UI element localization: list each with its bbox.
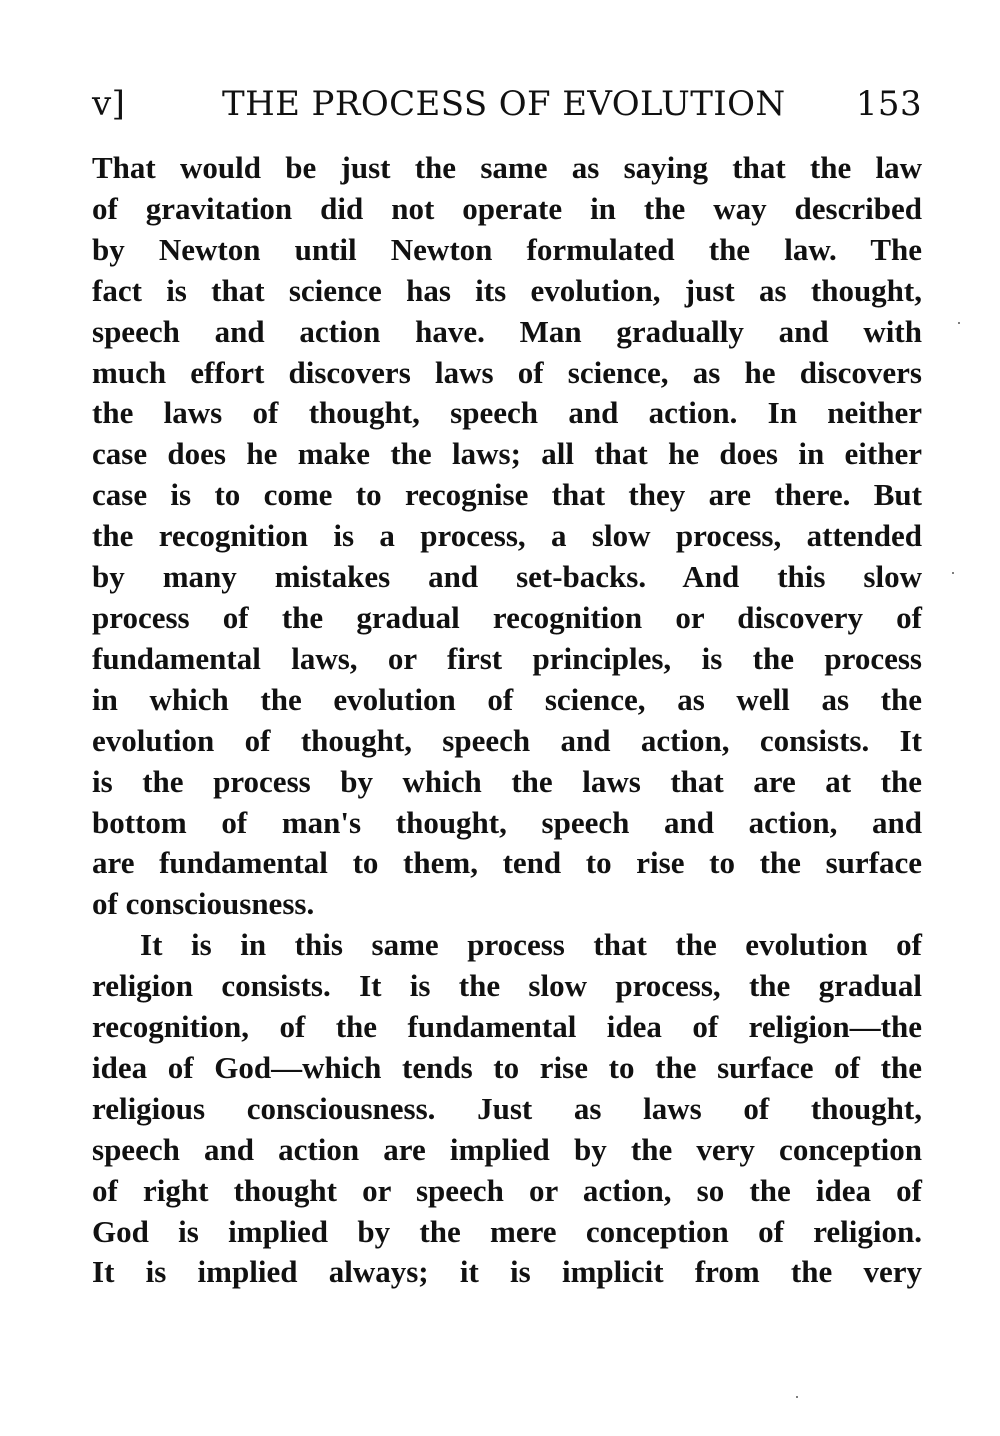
running-head xyxy=(92,82,922,126)
running-title: THE PROCESS OF EVOLUTION xyxy=(222,84,786,124)
text-line: the laws of thought, speech and action. In neither xyxy=(92,395,922,431)
text-line: religious consciousness. Just as laws of thought, xyxy=(92,1090,922,1126)
text-line: are fundamental to them, tend to rise to the surface xyxy=(92,845,922,881)
text-line: It is implied always; it is implicit from the very xyxy=(92,1254,922,1290)
text-line: That would be just the same as saying that the law xyxy=(92,150,922,185)
scan-speck xyxy=(796,1396,798,1398)
body-text xyxy=(92,148,922,1293)
text-line: God is implied by the mere conception of religion. xyxy=(92,1213,922,1249)
text-line: by many mistakes and set-backs. And this slow xyxy=(92,559,922,595)
text-line: It is in this same process that the evolution of xyxy=(140,927,922,963)
chapter-number: v] xyxy=(92,84,126,124)
text-line: evolution of thought, speech and action, consists. It xyxy=(92,722,922,758)
scan-speck xyxy=(958,322,960,324)
text-line: speech and action have. Man gradually and with xyxy=(92,313,922,349)
text-line: of gravitation did not operate in the way described xyxy=(92,190,922,226)
paragraph-2 xyxy=(92,925,922,1293)
text-line: speech and action are implied by the very conception xyxy=(92,1131,922,1167)
text-line: in which the evolution of science, as well as the xyxy=(92,681,922,717)
text-line: case does he make the laws; all that he does in either xyxy=(92,436,922,472)
text-line: much effort discovers laws of science, as he discovers xyxy=(92,354,922,390)
text-line: fact is that science has its evolution, just as thought, xyxy=(92,272,922,308)
text-line: bottom of man's thought, speech and action, and xyxy=(92,804,922,840)
text-line: idea of God—which tends to rise to the surface of the xyxy=(92,1049,922,1085)
scan-speck xyxy=(952,572,954,574)
text-line: fundamental laws, or first principles, is the process xyxy=(92,640,922,676)
text-line: process of the gradual recognition or discovery of xyxy=(92,599,922,635)
text-line: of consciousness. xyxy=(92,886,315,922)
text-line: religion consists. It is the slow process, the gradual xyxy=(92,968,922,1004)
text-line: case is to come to recognise that they are there. But xyxy=(92,477,922,513)
paragraph-1 xyxy=(92,148,922,925)
text-line: of right thought or speech or action, so the idea of xyxy=(92,1172,922,1208)
text-line: the recognition is a process, a slow process, attended xyxy=(92,518,922,554)
text-line: by Newton until Newton formulated the law. The xyxy=(92,231,922,267)
page-number: 153 xyxy=(855,84,922,124)
text-line: recognition, of the fundamental idea of religion—the xyxy=(92,1009,922,1045)
text-line: is the process by which the laws that are at the xyxy=(92,763,922,799)
